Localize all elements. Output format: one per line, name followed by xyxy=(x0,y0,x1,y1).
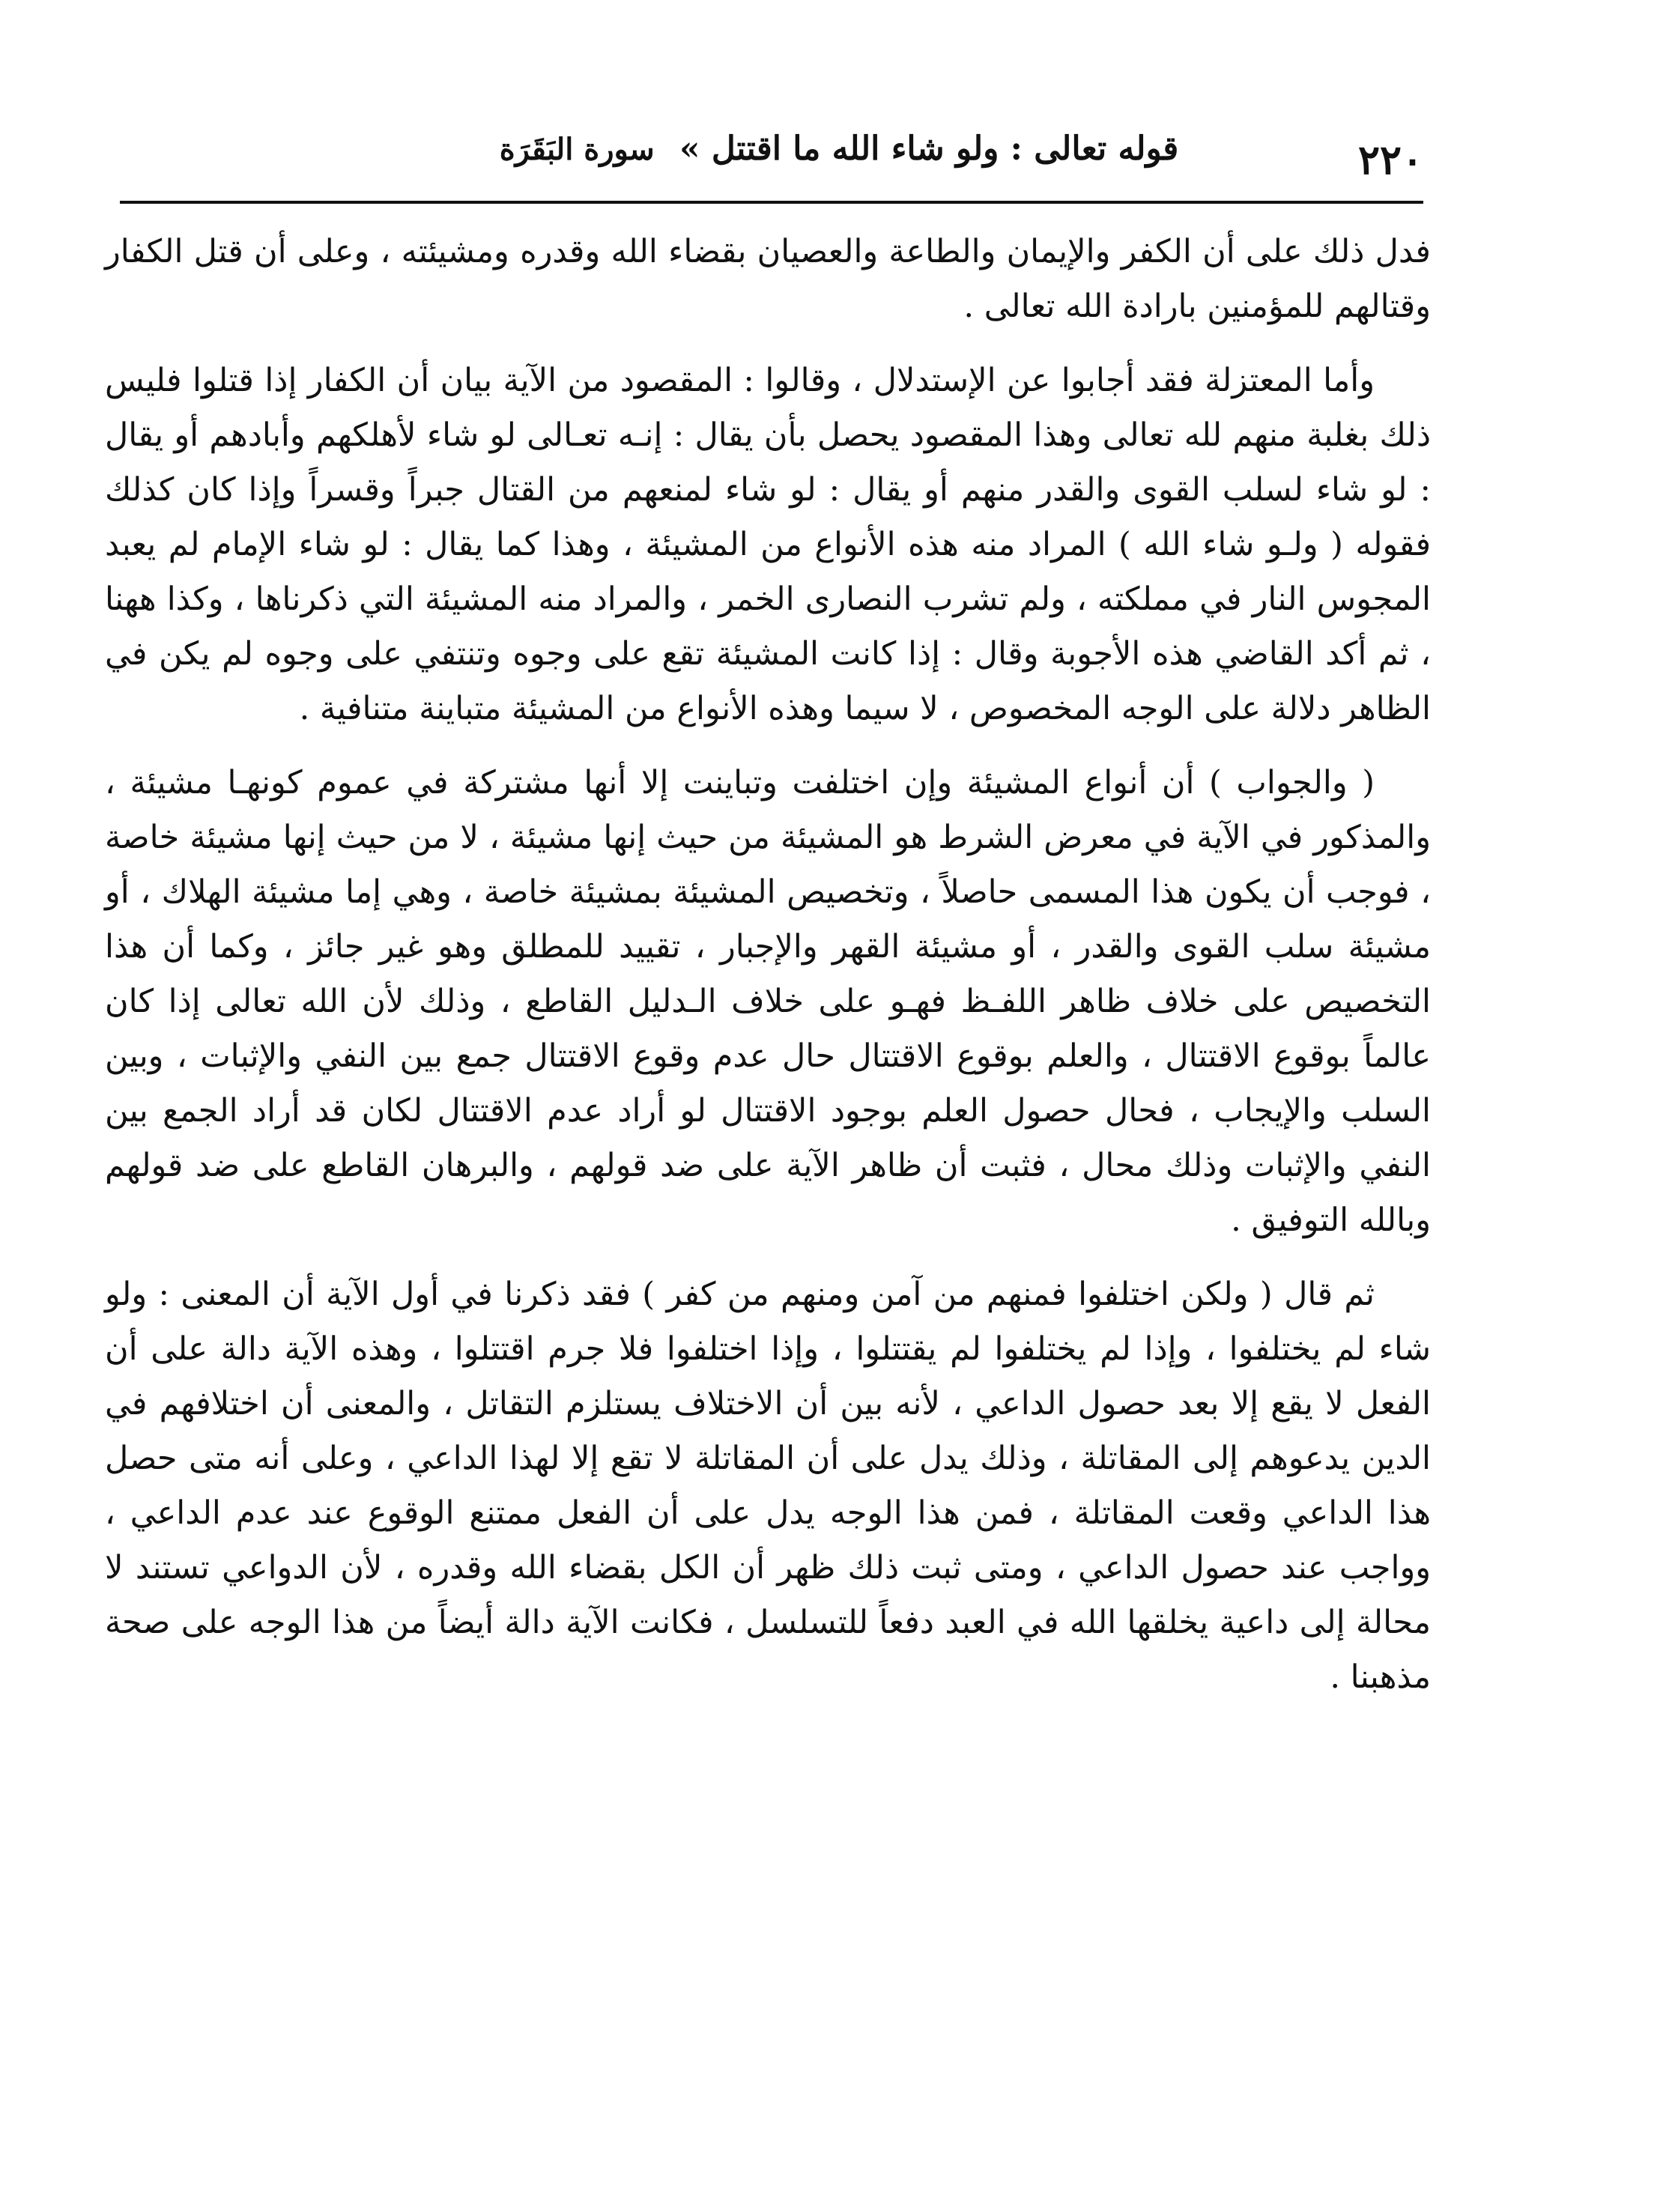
body-text xyxy=(105,225,1431,1724)
paragraph-2: وأما المعتزلة فقد أجابوا عن الإستدلال ، وقالوا : المقصود من الآية بيان أن الكفار إذا قتلوا فليس ذلك بغلبة منهم لله تعالى وهذا المقصود يحصل بأن يقال : إنـه تعـالى لو شاء لأهلكهم وأبادهم أو يقال : لو شاء لسلب القوى والقدر منهم أو يقال : لو شاء لمنعهم من القتال جبراً وقسراً وإذا كان كذلك فقوله ( ولـو شاء الله ) المراد منه هذه الأنواع من المشيئة ، وهذا كما يقال : لو شاء الإمام لم يعبد المجوس النار في مملكته ، ولم تشرب النصارى الخمر ، والمراد منه المشيئة التي ذكرناها ، وكذا ههنا ، ثم أكد القاضي هذه الأجوبة وقال : إذا كانت المشيئة تقع على وجوه وتنتفي على وجوه لم يكن في الظاهر دلالة على الوجه المخصوص ، لا سيما وهذه الأنواع من المشيئة متباينة متنافية . xyxy=(105,362,1431,727)
verse-heading: قوله تعالى : ولو شاء الله ما اقتتل » xyxy=(679,130,1179,168)
page-number: ٢٢٠ xyxy=(1357,136,1423,184)
page-header xyxy=(120,112,1423,195)
paragraph-3: ( والجواب ) أن أنواع المشيئة وإن اختلفت وتباينت إلا أنها مشتركة في عموم كونهـا مشيئة ، والمذكور في الآية في معرض الشرط هو المشيئة من حيث إنها مشيئة ، لا من حيث إنها مشيئة خاصة ، فوجب أن يكون هذا المسمى حاصلاً ، وتخصيص المشيئة بمشيئة خاصة ، وهي إما مشيئة الهلاك ، أو مشيئة سلب القوى والقدر ، أو مشيئة القهر والإجبار ، تقييد للمطلق وهو غير جائز ، وكما أن هذا التخصيص على خلاف ظاهر اللفـظ فهـو على خلاف الـدليل القاطع ، وذلك لأن الله تعالى إذا كان عالماً بوقوع الاقتتال ، والعلم بوقوع الاقتتال حال عدم وقوع الاقتتال جمع بين النفي والإثبات ، وبين السلب والإيجاب ، فحال حصول العلم بوجود الاقتتال لو أراد عدم الاقتتال لكان قد أراد الجمع بين النفي والإثبات وذلك محال ، فثبت أن ظاهر الآية على ضد قولهم ، والبرهان القاطع على ضد قولهم وبالله التوفيق . xyxy=(105,764,1431,1239)
paragraph-4: ثم قال ( ولكن اختلفوا فمنهم من آمن ومنهم من كفر ) فقد ذكرنا في أول الآية أن المعنى : ولو شاء لم يختلفوا ، وإذا لم يختلفوا لم يقتتلوا ، وإذا اختلفوا فلا جرم اقتتلوا ، وهذه الآية دالة على أن الفعل لا يقع إلا بعد حصول الداعي ، لأنه بين أن الاختلاف يستلزم التقاتل ، والمعنى أن اختلافهم في الدين يدعوهم إلى المقاتلة ، وذلك يدل على أن المقاتلة لا تقع إلا لهذا الداعي ، وعلى أنه متى حصل هذا الداعي وقعت المقاتلة ، فمن هذا الوجه يدل على أن الفعل ممتنع الوقوع عند عدم الداعي ، وواجب عند حصول الداعي ، ومتى ثبت ذلك ظهر أن الكل بقضاء الله وقدره ، لأن الدواعي تستند لا محالة إلى داعية يخلقها الله في العبد دفعاً للتسلسل ، فكانت الآية دالة أيضاً من هذا الوجه على صحة مذهبنا . xyxy=(105,1276,1431,1696)
header-rule xyxy=(120,201,1423,204)
sura-name: سورة البَقَرَة xyxy=(499,132,655,167)
running-title xyxy=(449,127,1229,170)
paragraph-1: فدل ذلك على أن الكفر والإيمان والطاعة والعصيان بقضاء الله وقدره ومشيئته ، وعلى أن قتل الكفار وقتالهم للمؤمنين بارادة الله تعالى . xyxy=(105,233,1431,325)
